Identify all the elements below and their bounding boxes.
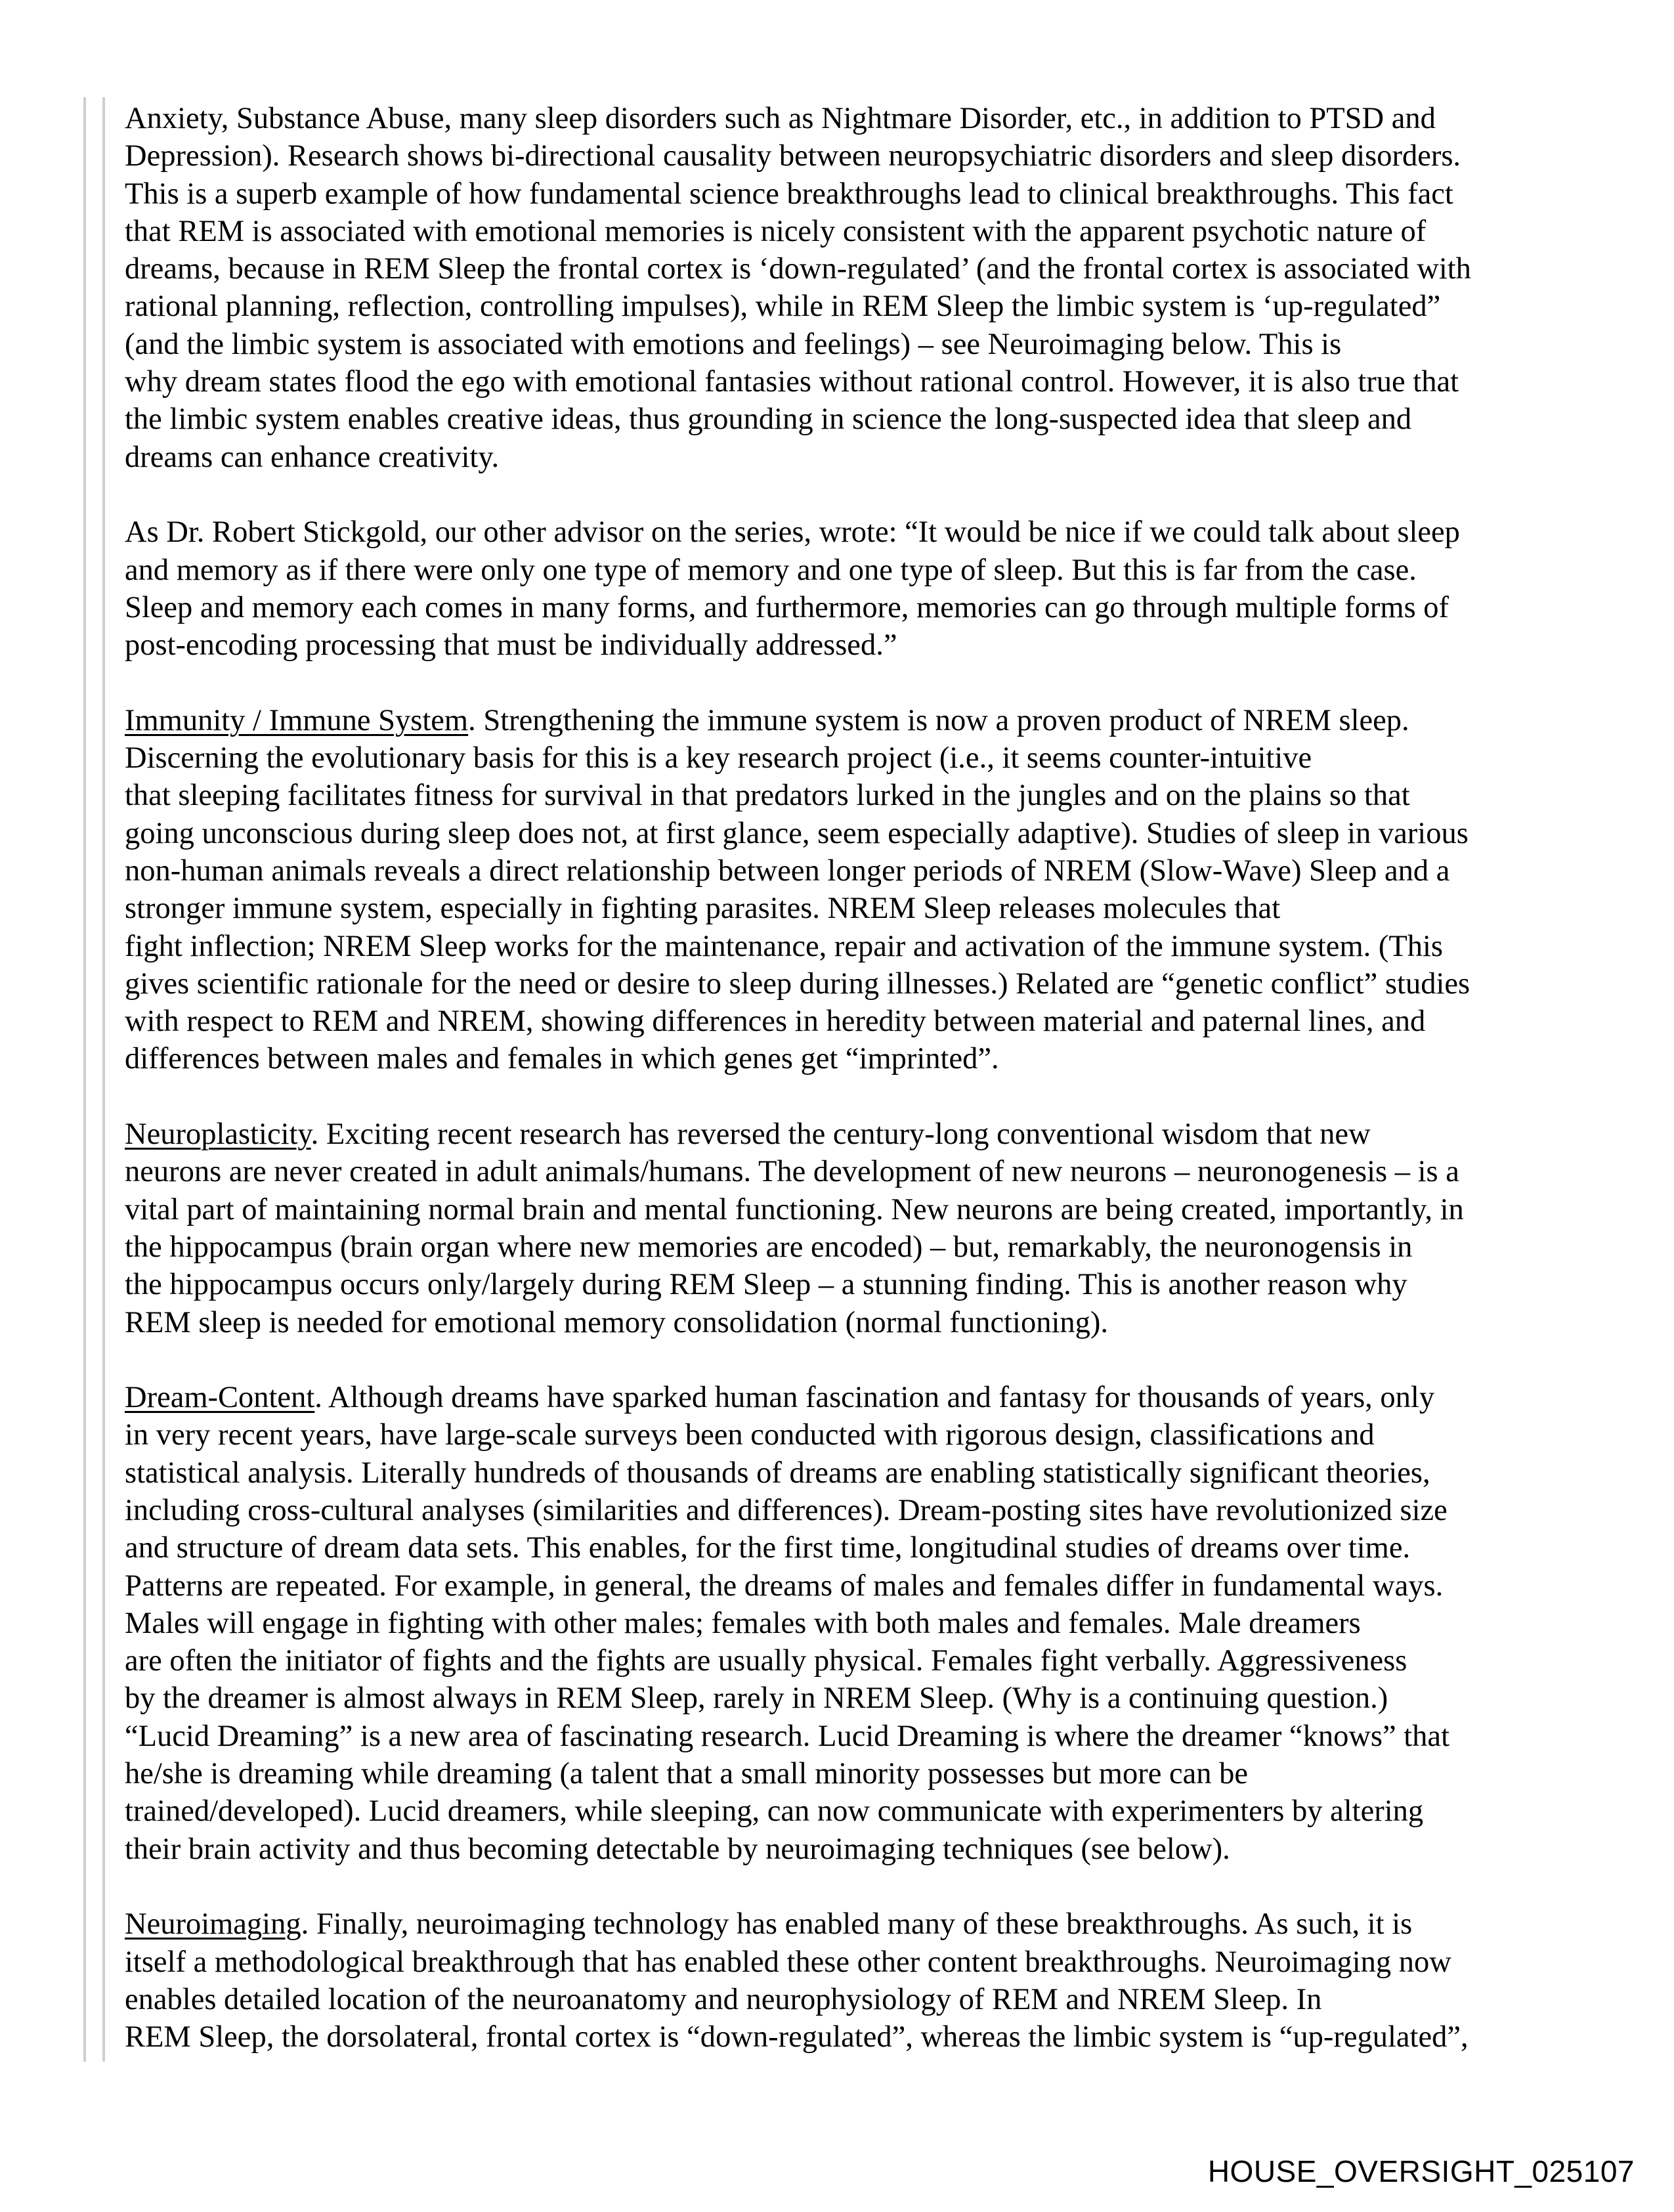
text-line: “Lucid Dreaming” is a new area of fascinating research. Lucid Dreaming is where the dreamer “knows” that [125, 1719, 1449, 1753]
document-body [125, 100, 1608, 2094]
text-line [125, 702, 1608, 739]
text-line: trained/developed). Lucid dreamers, while sleeping, can now communicate with experimenters by altering [125, 1794, 1424, 1829]
text-line: REM sleep is needed for emotional memory consolidation (normal functioning). [125, 1305, 1108, 1339]
text-line: stronger immune system, especially in fighting parasites. NREM Sleep releases molecules that [125, 892, 1281, 926]
text-line: dreams, because in REM Sleep the frontal cortex is ‘down-regulated’ (and the frontal cortex is associated with [125, 252, 1471, 286]
text-line: Sleep and memory each comes in many forms, and furthermore, memories can go through multiple forms of [125, 590, 1449, 624]
text-line: neurons are never created in adult animals/humans. The development of new neurons – neuronogenesis – is a [125, 1155, 1459, 1189]
paragraph-neuroplasticity [125, 1116, 1608, 1341]
text-line: Anxiety, Substance Abuse, many sleep disorders such as Nightmare Disorder, etc., in addition to PTSD and [125, 102, 1436, 135]
text-line: Patterns are repeated. For example, in general, the dreams of males and females differ in fundamental ways. [125, 1569, 1444, 1603]
text-line: Males will engage in fighting with other males; females with both males and females. Male dreamers [125, 1606, 1361, 1640]
text-line: As Dr. Robert Stickgold, our other advisor on the series, wrote: “It would be nice if we could talk about sleep [125, 515, 1460, 550]
text-line: the hippocampus (brain organ where new memories are encoded) – but, remarkably, the neuronogensis in [125, 1230, 1413, 1264]
section-heading-immunity: Immunity / Immune System [125, 703, 469, 737]
text-line: non-human animals reveals a direct relationship between longer periods of NREM (Slow-Wave) Sleep and a [125, 854, 1450, 888]
text-line: post-encoding processing that must be individually addressed.” [125, 628, 897, 662]
text-line: he/she is dreaming while dreaming (a talent that a small minority possesses but more can be [125, 1757, 1249, 1791]
text-line: by the dreamer is almost always in REM Sleep, rarely in NREM Sleep. (Why is a continuing question.) [125, 1681, 1388, 1716]
text-line [125, 1905, 1608, 1943]
text-line: rational planning, reflection, controlling impulses), while in REM Sleep the limbic system is ‘up-regulated” [125, 290, 1441, 324]
text-line: vital part of maintaining normal brain and mental functioning. New neurons are being created, importantly, in [125, 1192, 1464, 1226]
bates-stamp: HOUSE_OVERSIGHT_025107 [1207, 2154, 1635, 2188]
text-line: their brain activity and thus becoming detectable by neuroimaging techniques (see below). [125, 1832, 1230, 1866]
text-line: that sleeping facilitates fitness for survival in that predators lurked in the jungles and on the plains so that [125, 779, 1410, 813]
text-line [125, 1379, 1608, 1416]
text-line: REM Sleep, the dorsolateral, frontal cortex is “down-regulated”, whereas the limbic system is “up-regulated”, [125, 2020, 1469, 2054]
heading-suffix: . Finally, neuroimaging technology has enabled many of these breakthroughs. As such, it is [301, 1907, 1413, 1941]
text-line: gives scientific rationale for the need or desire to sleep during illnesses.) Related are “genetic conflict” studies [125, 966, 1470, 1001]
section-heading-dream-content: Dream-Content [125, 1381, 315, 1415]
text-line: and structure of dream data sets. This enables, for the first time, longitudinal studies of dreams over time. [125, 1531, 1411, 1565]
paragraph-clinical-breakthroughs [125, 100, 1608, 476]
paragraph-immunity [125, 702, 1608, 1078]
heading-suffix: . Exciting recent research has reversed the century-long conventional wisdom that new [311, 1117, 1371, 1152]
paragraph-neuroimaging [125, 1905, 1608, 2056]
text-line: that REM is associated with emotional memories is nicely consistent with the apparent psychotic nature of [125, 214, 1427, 248]
text-line: the hippocampus occurs only/largely during REM Sleep – a stunning finding. This is another reason why [125, 1268, 1407, 1302]
margin-change-bar-right [102, 97, 105, 2062]
text-line [125, 1116, 1608, 1153]
text-line: differences between males and females in which genes get “imprinted”. [125, 1042, 999, 1076]
text-line: statistical analysis. Literally hundreds of thousands of dreams are enabling statistically significant theories, [125, 1456, 1430, 1490]
text-line: enables detailed location of the neuroanatomy and neurophysiology of REM and NREM Sleep. In [125, 1982, 1322, 2016]
text-line: the limbic system enables creative ideas, thus grounding in science the long-suspected idea that sleep and [125, 402, 1412, 437]
text-line: with respect to REM and NREM, showing differences in heredity between material and paternal lines, and [125, 1005, 1426, 1039]
text-line: are often the initiator of fights and the fights are usually physical. Females fight verbally. Aggressiveness [125, 1644, 1407, 1678]
text-line: and memory as if there were only one type of memory and one type of sleep. But this is far from the case. [125, 553, 1417, 587]
text-line: This is a superb example of how fundamental science breakthroughs lead to clinical breakthroughs. This fact [125, 177, 1453, 211]
text-line: Depression). Research shows bi-directional causality between neuropsychiatric disorders and sleep disorders. [125, 139, 1461, 173]
section-heading-neuroplasticity: Neuroplasticity [125, 1117, 311, 1152]
heading-suffix: . Although dreams have sparked human fascination and fantasy for thousands of years, only [314, 1381, 1435, 1415]
text-line: in very recent years, have large-scale surveys been conducted with rigorous design, classifications and [125, 1418, 1375, 1452]
text-line: itself a methodological breakthrough that has enabled these other content breakthroughs. Neuroimaging now [125, 1945, 1451, 1979]
text-line: fight inflection; NREM Sleep works for the maintenance, repair and activation of the immune system. (This [125, 929, 1444, 963]
paragraph-stickgold-quote [125, 513, 1608, 664]
text-line: why dream states flood the ego with emotional fantasies without rational control. However, it is also true that [125, 365, 1459, 399]
margin-change-bar-left [83, 97, 86, 2062]
heading-suffix: . Strengthening the immune system is now a proven product of NREM sleep. [468, 703, 1409, 737]
section-heading-neuroimaging: Neuroimaging [125, 1907, 301, 1941]
text-line: going unconscious during sleep does not, at first glance, seem especially adaptive). Studies of sleep in various [125, 816, 1469, 850]
paragraph-dream-content [125, 1379, 1608, 1868]
text-line: (and the limbic system is associated with emotions and feelings) – see Neuroimaging below. This is [125, 327, 1342, 361]
text-line: Discerning the evolutionary basis for this is a key research project (i.e., it seems counter-intuitive [125, 741, 1312, 775]
text-line: dreams can enhance creativity. [125, 440, 500, 474]
text-line: including cross-cultural analyses (similarities and differences). Dream-posting sites have revolutionized size [125, 1493, 1448, 1527]
